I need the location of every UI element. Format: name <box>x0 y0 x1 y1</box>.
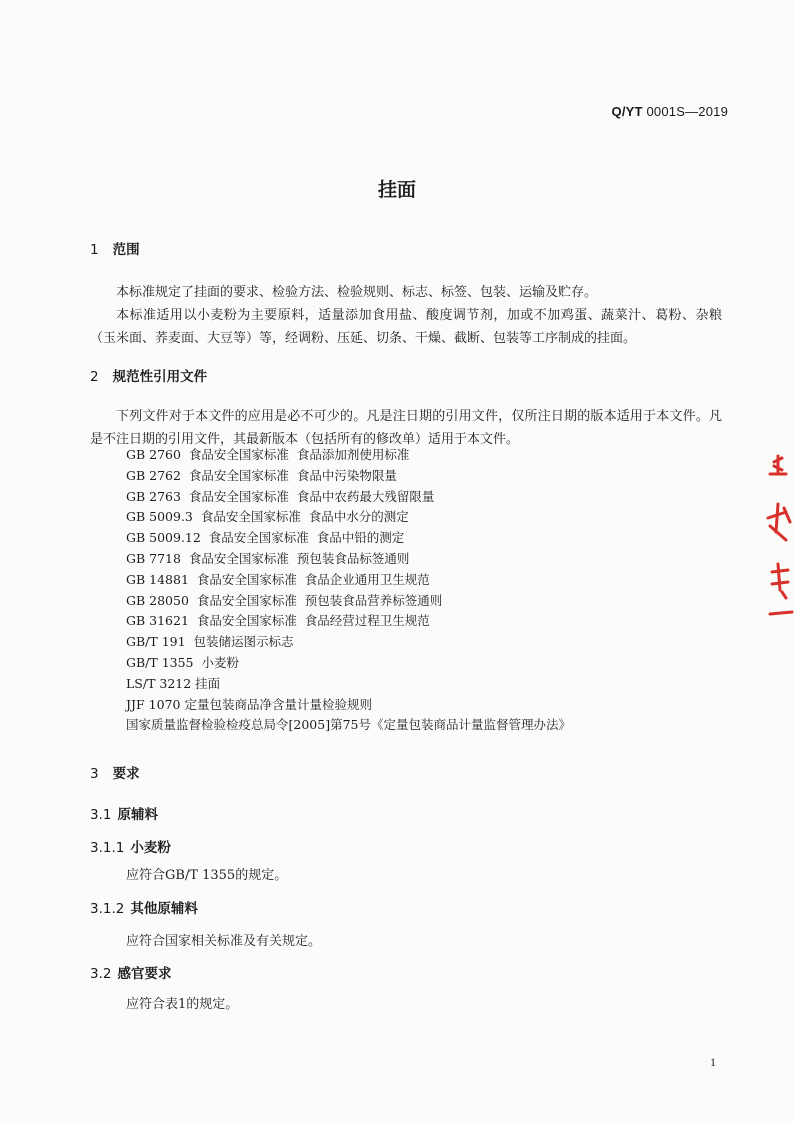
seal-stamp <box>764 452 794 628</box>
section-number: 3.1 <box>90 807 112 823</box>
section-1-paragraph-2: 本标准适用以小麦粉为主要原料，适量添加食用盐、酸度调节剂，加或不加鸡蛋、蔬菜汁、葛粉、杂粮（玉米面、荞麦面、大豆等）等，经调粉、压延、切条、干燥、截断、包装等工序制成的挂面。 <box>90 308 722 346</box>
reference-item: GB 2763 食品安全国家标准 食品中农药最大残留限量 <box>126 488 435 504</box>
reference-item: 国家质量监督检验检疫总局令[2005]第75号《定量包装商品计量监督管理办法》 <box>126 717 571 733</box>
section-number: 3.2 <box>90 966 112 982</box>
reference-item: GB 5009.3 食品安全国家标准 食品中水分的测定 <box>126 509 409 525</box>
page-number: 1 <box>710 1055 716 1069</box>
section-3-heading <box>90 762 140 782</box>
standard-code-number: 0001S—2019 <box>646 104 728 119</box>
section-title: 原辅料 <box>117 807 158 823</box>
section-3-1-1-heading <box>90 836 171 856</box>
section-number: 3 <box>90 766 99 782</box>
reference-item: GB 31621 食品安全国家标准 食品经营过程卫生规范 <box>126 613 430 629</box>
section-title: 规范性引用文件 <box>112 369 208 385</box>
section-1-heading <box>90 238 140 258</box>
reference-item: GB/T 1355 小麦粉 <box>126 654 239 670</box>
section-2-intro: 下列文件对于本文件的应用是必不可少的。凡是注日期的引用文件，仅所注日期的版本适用于本文件。凡是不注日期的引用文件，其最新版本（包括所有的修改单）适用于本文件。 <box>90 409 722 447</box>
reference-item: GB 5009.12 食品安全国家标准 食品中铅的测定 <box>126 530 405 546</box>
reference-item: GB 28050 食品安全国家标准 预包装食品营养标签通则 <box>126 592 443 608</box>
reference-item: LS/T 3212 挂面 <box>126 675 221 691</box>
section-number: 3.1.2 <box>90 901 125 917</box>
reference-item: JJF 1070 定量包装商品净含量计量检验规则 <box>126 696 372 712</box>
section-3-2-text: 应符合表1的规定。 <box>126 997 239 1012</box>
section-number: 1 <box>90 242 99 258</box>
reference-item: GB 2760 食品安全国家标准 食品添加剂使用标准 <box>126 447 410 462</box>
section-3-1-1-text: 应符合GB/T 1355的规定。 <box>126 868 288 883</box>
reference-list <box>126 445 571 736</box>
section-title: 其他原辅料 <box>130 901 198 917</box>
reference-item: GB/T 191 包装储运图示标志 <box>126 634 294 650</box>
standard-code <box>612 104 728 119</box>
standard-code-prefix: Q/YT <box>611 104 643 119</box>
section-title: 要求 <box>112 766 140 782</box>
section-number: 2 <box>90 369 99 385</box>
section-title: 范围 <box>112 242 140 258</box>
section-2-heading <box>90 365 207 385</box>
section-3-2-heading <box>90 962 171 982</box>
reference-item: GB 2762 食品安全国家标准 食品中污染物限量 <box>126 467 397 483</box>
section-1-paragraph-1: 本标准规定了挂面的要求、检验方法、检验规则、标志、标签、包装、运输及贮存。 <box>116 285 598 300</box>
section-3-1-heading <box>90 803 158 823</box>
section-number: 3.1.1 <box>90 840 125 856</box>
document-title: 挂面 <box>377 179 416 201</box>
reference-item: GB 7718 食品安全国家标准 预包装食品标签通则 <box>126 550 410 566</box>
section-3-1-2-text: 应符合国家相关标准及有关规定。 <box>126 934 322 949</box>
reference-item: GB 14881 食品安全国家标准 食品企业通用卫生规范 <box>126 571 430 587</box>
section-title: 小麦粉 <box>130 840 171 856</box>
section-3-1-2-heading <box>90 897 198 917</box>
section-title: 感官要求 <box>117 966 172 982</box>
